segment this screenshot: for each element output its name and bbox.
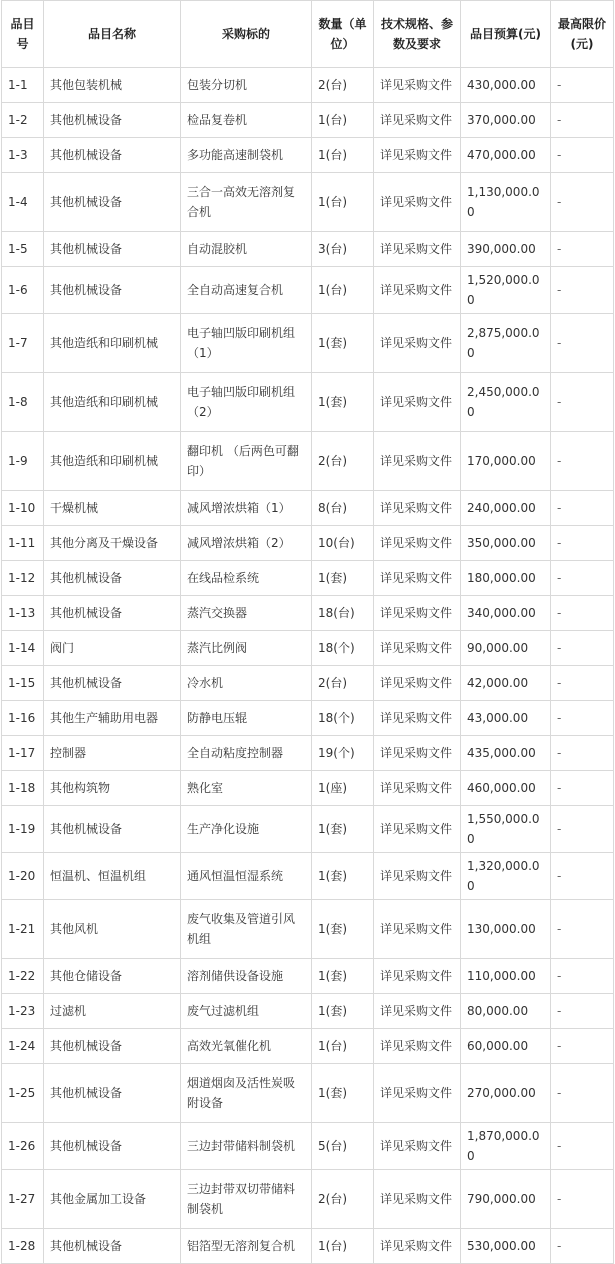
cell-max-price: - (551, 1229, 614, 1264)
cell-budget: 470,000.00 (461, 138, 551, 173)
cell-quantity: 18(个) (312, 631, 374, 666)
table-row (2, 491, 614, 526)
cell-budget: 390,000.00 (461, 232, 551, 267)
cell-target: 冷水机 (181, 666, 312, 701)
cell-item-name: 其他机械设备 (44, 806, 181, 853)
cell-item-name: 干燥机械 (44, 491, 181, 526)
cell-budget: 1,320,000.00 (461, 853, 551, 900)
cell-quantity: 1(台) (312, 1029, 374, 1064)
cell-item-no: 1-12 (2, 561, 44, 596)
cell-budget: 790,000.00 (461, 1170, 551, 1229)
cell-item-no: 1-1 (2, 68, 44, 103)
cell-spec: 详见采购文件 (374, 1123, 461, 1170)
cell-target: 三合一高效无溶剂复合机 (181, 173, 312, 232)
cell-item-no: 1-28 (2, 1229, 44, 1264)
cell-max-price: - (551, 1064, 614, 1123)
cell-quantity: 10(台) (312, 526, 374, 561)
cell-spec: 详见采购文件 (374, 994, 461, 1029)
cell-target: 蒸汽交换器 (181, 596, 312, 631)
cell-spec: 详见采购文件 (374, 138, 461, 173)
cell-item-name: 其他包装机械 (44, 68, 181, 103)
cell-quantity: 1(台) (312, 267, 374, 314)
cell-quantity: 1(套) (312, 900, 374, 959)
cell-quantity: 18(台) (312, 596, 374, 631)
cell-item-name: 其他造纸和印刷机械 (44, 432, 181, 491)
cell-budget: 1,520,000.00 (461, 267, 551, 314)
cell-quantity: 1(套) (312, 994, 374, 1029)
cell-budget: 42,000.00 (461, 666, 551, 701)
cell-item-no: 1-4 (2, 173, 44, 232)
cell-budget: 370,000.00 (461, 103, 551, 138)
header-target: 采购标的 (181, 1, 312, 68)
header-item-name: 品目名称 (44, 1, 181, 68)
cell-quantity: 2(台) (312, 1170, 374, 1229)
cell-item-name: 其他机械设备 (44, 267, 181, 314)
cell-max-price: - (551, 853, 614, 900)
procurement-table (1, 0, 614, 1264)
cell-budget: 1,130,000.00 (461, 173, 551, 232)
cell-max-price: - (551, 806, 614, 853)
cell-spec: 详见采购文件 (374, 1029, 461, 1064)
cell-item-no: 1-9 (2, 432, 44, 491)
cell-max-price: - (551, 68, 614, 103)
table-row (2, 103, 614, 138)
cell-max-price: - (551, 267, 614, 314)
cell-item-no: 1-21 (2, 900, 44, 959)
cell-item-no: 1-23 (2, 994, 44, 1029)
cell-quantity: 18(个) (312, 701, 374, 736)
table-row (2, 1123, 614, 1170)
cell-max-price: - (551, 314, 614, 373)
table-row (2, 232, 614, 267)
cell-target: 包装分切机 (181, 68, 312, 103)
cell-quantity: 1(套) (312, 959, 374, 994)
cell-target: 高效光氧催化机 (181, 1029, 312, 1064)
cell-item-no: 1-5 (2, 232, 44, 267)
table-row (2, 68, 614, 103)
table-row (2, 432, 614, 491)
table-row (2, 853, 614, 900)
cell-item-no: 1-3 (2, 138, 44, 173)
cell-target: 三边封带储料制袋机 (181, 1123, 312, 1170)
table-row (2, 900, 614, 959)
cell-target: 废气收集及管道引风机组 (181, 900, 312, 959)
table-row (2, 959, 614, 994)
cell-item-no: 1-14 (2, 631, 44, 666)
cell-target: 通风恒温恒湿系统 (181, 853, 312, 900)
cell-spec: 详见采购文件 (374, 1170, 461, 1229)
cell-spec: 详见采购文件 (374, 736, 461, 771)
cell-item-no: 1-13 (2, 596, 44, 631)
cell-target: 自动混胶机 (181, 232, 312, 267)
cell-budget: 350,000.00 (461, 526, 551, 561)
cell-spec: 详见采购文件 (374, 103, 461, 138)
table-row (2, 173, 614, 232)
cell-quantity: 1(台) (312, 1229, 374, 1264)
cell-spec: 详见采购文件 (374, 1064, 461, 1123)
cell-max-price: - (551, 526, 614, 561)
cell-max-price: - (551, 173, 614, 232)
cell-max-price: - (551, 631, 614, 666)
cell-quantity: 2(台) (312, 432, 374, 491)
table-row (2, 561, 614, 596)
cell-max-price: - (551, 1123, 614, 1170)
cell-target: 防静电压辊 (181, 701, 312, 736)
table-row (2, 736, 614, 771)
table-row (2, 1064, 614, 1123)
cell-budget: 2,875,000.00 (461, 314, 551, 373)
cell-spec: 详见采购文件 (374, 314, 461, 373)
table-row (2, 1029, 614, 1064)
cell-spec: 详见采购文件 (374, 900, 461, 959)
cell-item-name: 其他仓储设备 (44, 959, 181, 994)
cell-budget: 170,000.00 (461, 432, 551, 491)
cell-item-name: 其他造纸和印刷机械 (44, 314, 181, 373)
cell-spec: 详见采购文件 (374, 526, 461, 561)
cell-budget: 80,000.00 (461, 994, 551, 1029)
cell-quantity: 1(套) (312, 314, 374, 373)
cell-target: 电子轴凹版印刷机组（1） (181, 314, 312, 373)
cell-target: 铝箔型无溶剂复合机 (181, 1229, 312, 1264)
cell-spec: 详见采购文件 (374, 491, 461, 526)
cell-max-price: - (551, 666, 614, 701)
cell-budget: 2,450,000.00 (461, 373, 551, 432)
cell-max-price: - (551, 491, 614, 526)
cell-item-no: 1-19 (2, 806, 44, 853)
cell-quantity: 2(台) (312, 68, 374, 103)
cell-item-no: 1-22 (2, 959, 44, 994)
header-spec: 技术规格、参数及要求 (374, 1, 461, 68)
cell-item-name: 其他构筑物 (44, 771, 181, 806)
cell-item-name: 其他金属加工设备 (44, 1170, 181, 1229)
table-row (2, 1229, 614, 1264)
cell-budget: 60,000.00 (461, 1029, 551, 1064)
header-item-no: 品目号 (2, 1, 44, 68)
cell-item-no: 1-26 (2, 1123, 44, 1170)
cell-quantity: 1(台) (312, 103, 374, 138)
cell-budget: 180,000.00 (461, 561, 551, 596)
cell-max-price: - (551, 138, 614, 173)
cell-target: 全自动高速复合机 (181, 267, 312, 314)
cell-budget: 530,000.00 (461, 1229, 551, 1264)
table-row (2, 373, 614, 432)
cell-item-no: 1-11 (2, 526, 44, 561)
cell-quantity: 3(台) (312, 232, 374, 267)
cell-spec: 详见采购文件 (374, 173, 461, 232)
cell-spec: 详见采购文件 (374, 596, 461, 631)
cell-spec: 详见采购文件 (374, 68, 461, 103)
cell-spec: 详见采购文件 (374, 432, 461, 491)
cell-spec: 详见采购文件 (374, 959, 461, 994)
cell-budget: 435,000.00 (461, 736, 551, 771)
cell-budget: 1,870,000.00 (461, 1123, 551, 1170)
cell-target: 减风增浓烘箱（2） (181, 526, 312, 561)
table-row (2, 994, 614, 1029)
cell-quantity: 1(套) (312, 561, 374, 596)
cell-item-name: 其他分离及干燥设备 (44, 526, 181, 561)
table-row (2, 1170, 614, 1229)
cell-item-name: 其他生产辅助用电器 (44, 701, 181, 736)
cell-quantity: 5(台) (312, 1123, 374, 1170)
cell-budget: 270,000.00 (461, 1064, 551, 1123)
cell-spec: 详见采购文件 (374, 806, 461, 853)
cell-target: 在线品检系统 (181, 561, 312, 596)
cell-item-no: 1-20 (2, 853, 44, 900)
header-quantity: 数量（单位） (312, 1, 374, 68)
cell-target: 溶剂储供设备设施 (181, 959, 312, 994)
table-row (2, 314, 614, 373)
cell-max-price: - (551, 373, 614, 432)
cell-item-no: 1-8 (2, 373, 44, 432)
cell-spec: 详见采购文件 (374, 631, 461, 666)
cell-quantity: 1(套) (312, 1064, 374, 1123)
cell-target: 蒸汽比例阀 (181, 631, 312, 666)
cell-budget: 460,000.00 (461, 771, 551, 806)
cell-max-price: - (551, 232, 614, 267)
cell-item-name: 其他机械设备 (44, 173, 181, 232)
cell-budget: 110,000.00 (461, 959, 551, 994)
cell-item-no: 1-6 (2, 267, 44, 314)
table-body (2, 68, 614, 1264)
cell-item-no: 1-17 (2, 736, 44, 771)
cell-max-price: - (551, 103, 614, 138)
cell-max-price: - (551, 994, 614, 1029)
cell-spec: 详见采购文件 (374, 666, 461, 701)
cell-max-price: - (551, 701, 614, 736)
cell-target: 检品复卷机 (181, 103, 312, 138)
cell-item-name: 其他机械设备 (44, 1229, 181, 1264)
cell-item-name: 其他造纸和印刷机械 (44, 373, 181, 432)
table-row (2, 771, 614, 806)
cell-budget: 340,000.00 (461, 596, 551, 631)
cell-item-name: 过滤机 (44, 994, 181, 1029)
cell-max-price: - (551, 771, 614, 806)
table-row (2, 631, 614, 666)
cell-budget: 43,000.00 (461, 701, 551, 736)
cell-spec: 详见采购文件 (374, 373, 461, 432)
cell-spec: 详见采购文件 (374, 771, 461, 806)
cell-max-price: - (551, 736, 614, 771)
table-row (2, 806, 614, 853)
table-header (2, 1, 614, 68)
cell-spec: 详见采购文件 (374, 267, 461, 314)
cell-spec: 详见采购文件 (374, 232, 461, 267)
cell-quantity: 2(台) (312, 666, 374, 701)
cell-quantity: 19(个) (312, 736, 374, 771)
cell-item-name: 其他机械设备 (44, 666, 181, 701)
cell-item-no: 1-15 (2, 666, 44, 701)
cell-max-price: - (551, 900, 614, 959)
cell-max-price: - (551, 561, 614, 596)
cell-spec: 详见采购文件 (374, 1229, 461, 1264)
cell-quantity: 1(套) (312, 373, 374, 432)
cell-target: 生产净化设施 (181, 806, 312, 853)
cell-target: 多功能高速制袋机 (181, 138, 312, 173)
cell-item-name: 其他机械设备 (44, 138, 181, 173)
cell-item-no: 1-24 (2, 1029, 44, 1064)
cell-item-name: 其他机械设备 (44, 232, 181, 267)
cell-target: 三边封带双切带储料制袋机 (181, 1170, 312, 1229)
cell-max-price: - (551, 432, 614, 491)
cell-item-name: 其他机械设备 (44, 561, 181, 596)
cell-item-name: 恒温机、恒温机组 (44, 853, 181, 900)
cell-target: 电子轴凹版印刷机组（2） (181, 373, 312, 432)
cell-target: 废气过滤机组 (181, 994, 312, 1029)
table-row (2, 666, 614, 701)
cell-target: 烟道烟囱及活性炭吸附设备 (181, 1064, 312, 1123)
cell-quantity: 1(座) (312, 771, 374, 806)
table-row (2, 596, 614, 631)
cell-quantity: 1(套) (312, 806, 374, 853)
cell-target: 翻印机 （后两色可翻印） (181, 432, 312, 491)
cell-item-name: 其他机械设备 (44, 1029, 181, 1064)
cell-item-name: 其他机械设备 (44, 1064, 181, 1123)
cell-item-name: 阀门 (44, 631, 181, 666)
cell-spec: 详见采购文件 (374, 853, 461, 900)
cell-item-name: 其他机械设备 (44, 1123, 181, 1170)
header-max-price: 最高限价(元) (551, 1, 614, 68)
cell-item-no: 1-18 (2, 771, 44, 806)
cell-budget: 130,000.00 (461, 900, 551, 959)
cell-budget: 430,000.00 (461, 68, 551, 103)
cell-max-price: - (551, 1170, 614, 1229)
cell-target: 熟化室 (181, 771, 312, 806)
cell-item-no: 1-7 (2, 314, 44, 373)
table-row (2, 701, 614, 736)
cell-max-price: - (551, 596, 614, 631)
table-row (2, 267, 614, 314)
cell-budget: 90,000.00 (461, 631, 551, 666)
header-row (2, 1, 614, 68)
cell-item-name: 其他机械设备 (44, 596, 181, 631)
cell-quantity: 1(台) (312, 138, 374, 173)
cell-item-no: 1-10 (2, 491, 44, 526)
cell-spec: 详见采购文件 (374, 561, 461, 596)
cell-budget: 1,550,000.00 (461, 806, 551, 853)
cell-item-no: 1-27 (2, 1170, 44, 1229)
header-budget: 品目预算(元) (461, 1, 551, 68)
cell-quantity: 8(台) (312, 491, 374, 526)
cell-max-price: - (551, 1029, 614, 1064)
cell-spec: 详见采购文件 (374, 701, 461, 736)
cell-item-no: 1-25 (2, 1064, 44, 1123)
table-row (2, 138, 614, 173)
table-row (2, 526, 614, 561)
cell-item-no: 1-2 (2, 103, 44, 138)
cell-max-price: - (551, 959, 614, 994)
cell-target: 减风增浓烘箱（1） (181, 491, 312, 526)
cell-quantity: 1(台) (312, 173, 374, 232)
cell-budget: 240,000.00 (461, 491, 551, 526)
cell-item-name: 控制器 (44, 736, 181, 771)
cell-target: 全自动粘度控制器 (181, 736, 312, 771)
cell-item-name: 其他风机 (44, 900, 181, 959)
cell-quantity: 1(套) (312, 853, 374, 900)
cell-item-name: 其他机械设备 (44, 103, 181, 138)
cell-item-no: 1-16 (2, 701, 44, 736)
